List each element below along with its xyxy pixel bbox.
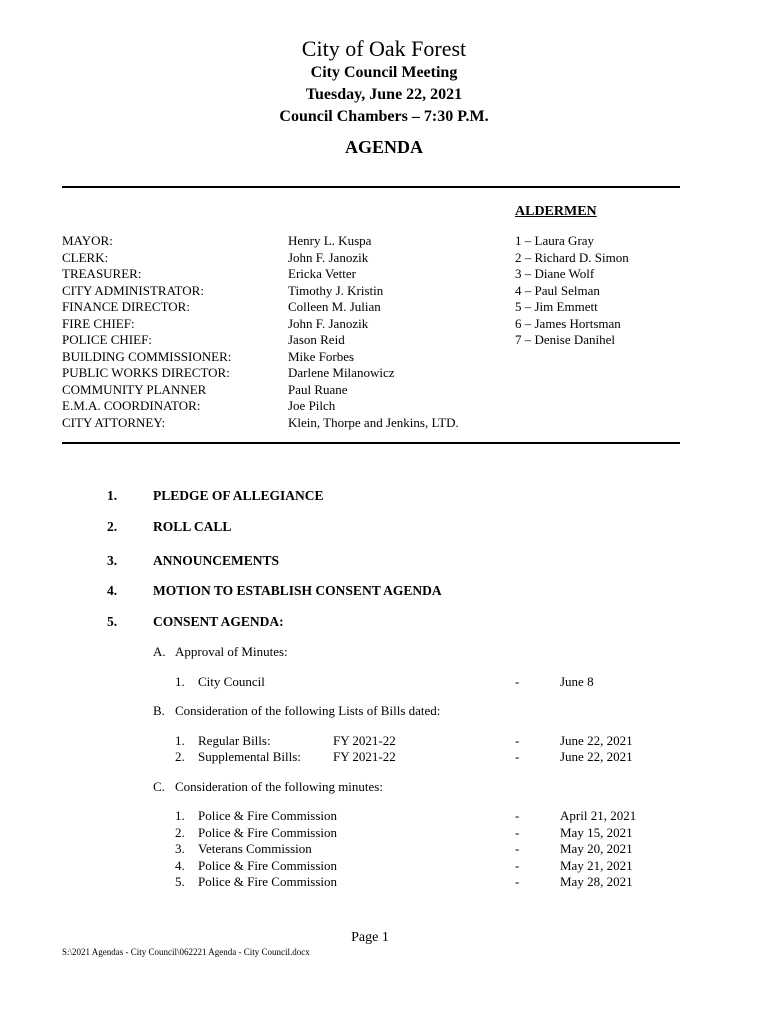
row-dash: - [515, 841, 520, 856]
row-label: Police & Fire Commission [198, 825, 338, 840]
row-dash: - [515, 874, 520, 889]
row-label: Police & Fire Commission [198, 858, 338, 873]
official-title: POLICE CHIEF: [62, 332, 152, 347]
official-title: FIRE CHIEF: [62, 315, 135, 331]
row-date: May 21, 2021 [560, 858, 633, 873]
official-title: PUBLIC WORKS DIRECTOR: [62, 365, 230, 380]
row-label: Police & Fire Commission [198, 874, 338, 889]
list-item [175, 841, 695, 858]
row-fiscal-year: FY 2021-22 [333, 733, 396, 748]
alderman: 6 – James Hortsman [515, 315, 621, 331]
list-item [175, 825, 695, 842]
row-label: Supplemental Bills: [198, 749, 301, 764]
row-number: 4. [175, 858, 185, 873]
row-dash: - [515, 825, 520, 840]
alderman: 7 – Denise Danihel [515, 332, 616, 347]
official-title: CITY ADMINISTRATOR: [62, 282, 204, 298]
alderman: 1 – Laura Gray [515, 233, 595, 248]
item-text: ROLL CALL [153, 519, 232, 534]
consent-a-heading [153, 644, 288, 660]
item-number: 4. [107, 583, 118, 598]
file-path: S:\2021 Agendas - City Council\062221 Agenda - City Council.docx [62, 947, 310, 957]
official-name: Klein, Thorpe and Jenkins, LTD. [288, 414, 459, 430]
list-item [175, 749, 695, 766]
official-title: COMMUNITY PLANNER [62, 381, 207, 397]
row-fiscal-year: FY 2021-22 [333, 749, 396, 764]
consent-heading-text: Consideration of the following minutes: [175, 779, 383, 794]
row-label: Veterans Commission [198, 841, 312, 856]
meeting-date: Tuesday, June 22, 2021 [305, 86, 463, 103]
item-number: 3. [107, 553, 118, 568]
list-item [175, 858, 695, 875]
item-text: PLEDGE OF ALLEGIANCE [153, 488, 324, 503]
item-number: 2. [107, 519, 118, 534]
item-number: 1. [107, 488, 118, 503]
official-name: Paul Ruane [288, 381, 348, 397]
official-name: Joe Pilch [288, 398, 336, 413]
consent-letter: A. [153, 644, 166, 659]
official-name: John F. Janozik [288, 249, 369, 265]
consent-c-heading [153, 779, 383, 795]
alderman: 3 – Diane Wolf [515, 266, 595, 281]
official-name: Ericka Vetter [288, 266, 356, 281]
row-date: June 22, 2021 [560, 733, 633, 748]
top-divider [62, 186, 680, 188]
official-title: MAYOR: [62, 233, 113, 248]
row-number: 2. [175, 825, 185, 840]
row-label: City Council [198, 674, 265, 689]
official-name: John F. Janozik [288, 315, 369, 331]
city-title: City of Oak Forest [301, 36, 467, 61]
list-item [175, 733, 695, 750]
row-number: 1. [175, 674, 185, 689]
official-titles-column [62, 233, 231, 431]
official-name: Timothy J. Kristin [288, 282, 384, 298]
row-dash: - [515, 808, 520, 823]
row-dash: - [515, 858, 520, 873]
list-item [175, 874, 695, 891]
consent-letter: B. [153, 703, 165, 718]
aldermen-heading: ALDERMEN [515, 204, 597, 219]
official-names-column [288, 233, 459, 431]
row-label: Police & Fire Commission [198, 808, 338, 823]
consent-heading-text: Approval of Minutes: [175, 644, 288, 659]
item-number: 5. [107, 614, 118, 629]
row-dash: - [515, 674, 520, 689]
official-title: TREASURER: [62, 266, 142, 281]
row-dash: - [515, 749, 520, 764]
consent-heading-text: Consideration of the following Lists of Bills dated: [175, 703, 441, 718]
row-number: 1. [175, 808, 185, 823]
alderman: 4 – Paul Selman [515, 282, 600, 298]
row-date: May 20, 2021 [560, 841, 633, 856]
official-title: FINANCE DIRECTOR: [62, 299, 190, 314]
consent-letter: C. [153, 779, 165, 794]
official-name: Jason Reid [288, 332, 345, 347]
official-title: CITY ATTORNEY: [62, 414, 166, 430]
item-text: CONSENT AGENDA: [153, 614, 284, 629]
row-date: June 22, 2021 [560, 749, 633, 764]
official-name: Darlene Milanowicz [288, 365, 395, 380]
alderman: 5 – Jim Emmett [515, 299, 598, 314]
list-item [175, 674, 695, 691]
row-date: May 15, 2021 [560, 825, 633, 840]
official-name: Colleen M. Julian [288, 299, 381, 314]
bottom-divider [62, 442, 680, 444]
official-title: BUILDING COMMISSIONER: [62, 348, 232, 364]
official-title: E.M.A. COORDINATOR: [62, 398, 201, 413]
agenda-heading: AGENDA [344, 137, 423, 157]
row-label: Regular Bills: [198, 733, 271, 748]
meeting-name: City Council Meeting [310, 64, 458, 81]
consent-b-heading [153, 703, 440, 719]
item-text: ANNOUNCEMENTS [153, 553, 280, 568]
alderman: 2 – Richard D. Simon [515, 249, 629, 265]
row-number: 2. [175, 749, 185, 764]
official-title: CLERK: [62, 249, 109, 265]
row-dash: - [515, 733, 520, 748]
row-number: 5. [175, 874, 185, 889]
official-name: Mike Forbes [288, 348, 355, 364]
item-text: MOTION TO ESTABLISH CONSENT AGENDA [153, 583, 442, 598]
row-date: June 8 [560, 674, 594, 689]
meeting-location: Council Chambers – 7:30 P.M. [279, 108, 489, 125]
row-number: 1. [175, 733, 185, 748]
row-date: May 28, 2021 [560, 874, 633, 889]
list-item [175, 808, 695, 825]
aldermen-list [515, 233, 629, 349]
page-number: Page 1 [351, 930, 389, 945]
official-name: Henry L. Kuspa [288, 233, 372, 248]
row-date: April 21, 2021 [560, 808, 637, 823]
row-number: 3. [175, 841, 185, 856]
